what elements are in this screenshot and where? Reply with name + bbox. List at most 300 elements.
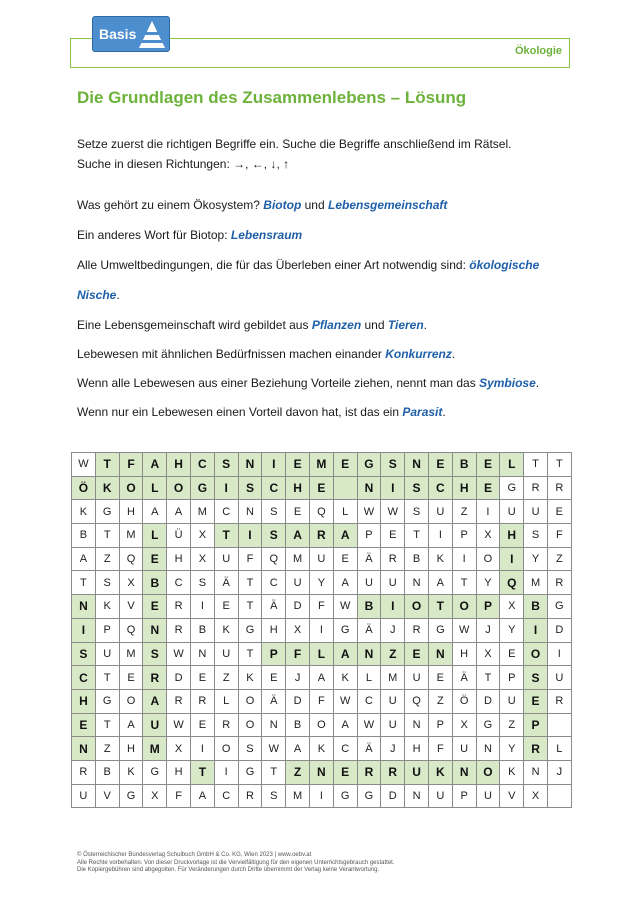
grid-cell: L: [547, 737, 571, 761]
grid-cell: G: [357, 453, 381, 477]
grid-cell: K: [214, 618, 238, 642]
grid-cell: H: [452, 642, 476, 666]
grid-cell: J: [286, 666, 310, 690]
grid-cell: Z: [381, 642, 405, 666]
grid-cell: N: [405, 571, 429, 595]
grid-row: [72, 737, 572, 761]
grid-cell: K: [428, 547, 452, 571]
grid-cell: D: [476, 689, 500, 713]
grid-cell: E: [119, 666, 143, 690]
question-6: [77, 376, 539, 390]
footer: [77, 852, 395, 875]
question-3-continued: [77, 288, 120, 302]
answer: Tieren: [387, 318, 424, 332]
grid-cell: E: [143, 547, 167, 571]
grid-cell: U: [428, 500, 452, 524]
grid-cell: K: [500, 760, 524, 784]
grid-cell: T: [262, 760, 286, 784]
grid-cell: T: [95, 453, 119, 477]
grid-cell: I: [428, 524, 452, 548]
grid-cell: G: [357, 784, 381, 808]
grid-cell: G: [238, 760, 262, 784]
grid-cell: X: [476, 642, 500, 666]
grid-row: [72, 642, 572, 666]
grid-cell: K: [333, 666, 357, 690]
grid-cell: C: [167, 571, 191, 595]
grid-cell: [547, 784, 571, 808]
grid-cell: J: [381, 618, 405, 642]
grid-cell: E: [500, 642, 524, 666]
grid-cell: N: [452, 760, 476, 784]
grid-cell: T: [95, 524, 119, 548]
grid-cell: H: [119, 737, 143, 761]
grid-cell: U: [524, 500, 548, 524]
answer: ökologische: [469, 258, 540, 272]
grid-cell: X: [500, 595, 524, 619]
grid-cell: G: [500, 476, 524, 500]
grid-cell: F: [428, 737, 452, 761]
grid-cell: U: [381, 571, 405, 595]
grid-cell: W: [381, 500, 405, 524]
grid-cell: S: [405, 500, 429, 524]
grid-cell: Q: [309, 500, 333, 524]
grid-cell: K: [238, 666, 262, 690]
grid-cell: H: [167, 760, 191, 784]
grid-cell: E: [333, 453, 357, 477]
grid-cell: Z: [428, 689, 452, 713]
grid-cell: L: [214, 689, 238, 713]
grid-cell: U: [500, 689, 524, 713]
grid-cell: P: [500, 666, 524, 690]
grid-cell: S: [262, 500, 286, 524]
grid-cell: K: [95, 476, 119, 500]
question-4: [77, 318, 427, 332]
grid-cell: C: [357, 689, 381, 713]
grid-cell: N: [143, 618, 167, 642]
answer: Symbiose: [479, 376, 536, 390]
grid-cell: U: [452, 737, 476, 761]
grid-cell: I: [190, 595, 214, 619]
page-title: Die Grundlagen des Zusammenlebens – Lösung: [77, 88, 467, 107]
grid-cell: F: [309, 689, 333, 713]
question-2: [77, 228, 302, 242]
grid-cell: C: [214, 500, 238, 524]
grid-cell: Q: [500, 571, 524, 595]
grid-cell: R: [547, 689, 571, 713]
grid-cell: G: [547, 595, 571, 619]
question-3: [77, 258, 539, 272]
grid-cell: R: [167, 618, 191, 642]
grid-cell: K: [95, 595, 119, 619]
grid-cell: H: [500, 524, 524, 548]
grid-cell: Z: [95, 547, 119, 571]
answer: Lebensgemeinschaft: [328, 198, 448, 212]
grid-row: [72, 500, 572, 524]
grid-cell: T: [547, 453, 571, 477]
grid-cell: A: [286, 524, 310, 548]
grid-cell: W: [333, 595, 357, 619]
grid-cell: D: [286, 595, 310, 619]
grid-cell: Q: [119, 618, 143, 642]
grid-cell: I: [381, 476, 405, 500]
grid-cell: Y: [309, 571, 333, 595]
grid-cell: C: [262, 571, 286, 595]
grid-cell: Ö: [452, 689, 476, 713]
grid-cell: T: [238, 642, 262, 666]
grid-cell: M: [119, 642, 143, 666]
grid-cell: E: [405, 642, 429, 666]
grid-cell: B: [143, 571, 167, 595]
grid-cell: A: [333, 713, 357, 737]
grid-cell: A: [333, 642, 357, 666]
grid-cell: U: [381, 713, 405, 737]
grid-cell: I: [524, 618, 548, 642]
grid-cell: Ü: [167, 524, 191, 548]
grid-cell: R: [547, 476, 571, 500]
grid-cell: O: [524, 642, 548, 666]
footer-line: © Österreichischer Bundesverlag Schulbuch GmbH & Co. KG, Wien 2023 | www.oebv.at: [77, 852, 312, 858]
grid-cell: I: [309, 784, 333, 808]
question-text: Eine Lebensgemeinschaft wird gebildet aus: [77, 318, 312, 332]
question-text: Was gehört zu einem Ökosystem?: [77, 198, 264, 212]
grid-cell: N: [476, 737, 500, 761]
grid-cell: R: [405, 618, 429, 642]
basis-logo: [92, 16, 170, 52]
grid-cell: F: [286, 642, 310, 666]
footer-line: Die Kopiergebühren sind abgegolten. Für Veränderungen durch Dritte übernimmt der Verlag keine Verantwortung.: [77, 867, 380, 873]
grid-cell: Ä: [357, 737, 381, 761]
grid-row: [72, 595, 572, 619]
grid-cell: O: [309, 713, 333, 737]
grid-cell: L: [357, 666, 381, 690]
grid-cell: A: [309, 666, 333, 690]
grid-cell: B: [190, 618, 214, 642]
grid-cell: I: [547, 642, 571, 666]
question-text: Ein anderes Wort für Biotop:: [77, 228, 231, 242]
grid-cell: T: [95, 713, 119, 737]
grid-cell: M: [309, 453, 333, 477]
grid-cell: S: [143, 642, 167, 666]
grid-cell: E: [428, 453, 452, 477]
grid-cell: R: [524, 737, 548, 761]
grid-cell: S: [262, 524, 286, 548]
grid-cell: S: [405, 476, 429, 500]
grid-cell: U: [405, 666, 429, 690]
grid-cell: Y: [500, 737, 524, 761]
grid-cell: W: [167, 642, 191, 666]
grid-cell: W: [357, 713, 381, 737]
grid-cell: U: [357, 571, 381, 595]
grid-cell: L: [500, 453, 524, 477]
grid-cell: A: [333, 571, 357, 595]
grid-cell: W: [452, 618, 476, 642]
grid-cell: R: [167, 689, 191, 713]
answer: Parasit: [402, 405, 443, 419]
grid-cell: Z: [95, 737, 119, 761]
grid-cell: O: [214, 737, 238, 761]
grid-cell: N: [428, 642, 452, 666]
grid-cell: U: [476, 784, 500, 808]
grid-cell: R: [167, 595, 191, 619]
grid-cell: X: [190, 547, 214, 571]
grid-cell: Z: [452, 500, 476, 524]
grid-cell: B: [452, 453, 476, 477]
question-text: .: [451, 347, 456, 361]
grid-cell: I: [262, 453, 286, 477]
grid-cell: B: [357, 595, 381, 619]
grid-cell: A: [143, 453, 167, 477]
grid-cell: G: [119, 784, 143, 808]
logo-text: Basis: [99, 26, 137, 42]
grid-cell: X: [452, 713, 476, 737]
grid-cell: G: [190, 476, 214, 500]
answer: Pflanzen: [311, 318, 362, 332]
grid-cell: E: [524, 689, 548, 713]
grid-cell: L: [309, 642, 333, 666]
grid-cell: R: [238, 784, 262, 808]
grid-cell: F: [119, 453, 143, 477]
grid-cell: [547, 713, 571, 737]
grid-cell: F: [167, 784, 191, 808]
grid-cell: I: [381, 595, 405, 619]
grid-cell: Q: [405, 689, 429, 713]
grid-cell: B: [286, 713, 310, 737]
grid-cell: S: [238, 476, 262, 500]
grid-cell: I: [500, 547, 524, 571]
grid-cell: T: [405, 524, 429, 548]
grid-cell: E: [143, 595, 167, 619]
question-5: [77, 347, 455, 361]
grid-cell: K: [428, 760, 452, 784]
grid-cell: G: [143, 760, 167, 784]
grid-cell: A: [190, 784, 214, 808]
grid-cell: J: [547, 760, 571, 784]
grid-cell: T: [476, 666, 500, 690]
grid-cell: M: [286, 547, 310, 571]
question-text: .: [423, 318, 428, 332]
grid-cell: V: [95, 784, 119, 808]
grid-cell: O: [238, 689, 262, 713]
grid-row: [72, 571, 572, 595]
grid-cell: O: [476, 760, 500, 784]
grid-cell: E: [309, 476, 333, 500]
grid-cell: I: [190, 737, 214, 761]
grid-cell: S: [72, 642, 96, 666]
grid-cell: N: [238, 453, 262, 477]
grid-cell: R: [309, 524, 333, 548]
grid-cell: E: [262, 666, 286, 690]
question-text: .: [442, 405, 446, 419]
answer: Konkurrenz: [385, 347, 452, 361]
grid-cell: C: [214, 784, 238, 808]
grid-cell: G: [95, 500, 119, 524]
grid-cell: O: [452, 595, 476, 619]
grid-cell: N: [357, 476, 381, 500]
footer-line: Alle Rechte vorbehalten. Von dieser Druckvorlage ist die Vervielfältigung für den eigenen Unterrichtsgebrauch gestattet.: [77, 859, 395, 866]
grid-cell: U: [286, 571, 310, 595]
grid-cell: R: [547, 571, 571, 595]
grid-cell: D: [286, 689, 310, 713]
grid-cell: R: [143, 666, 167, 690]
grid-cell: T: [428, 595, 452, 619]
grid-cell: E: [428, 666, 452, 690]
grid-cell: M: [286, 784, 310, 808]
grid-cell: T: [190, 760, 214, 784]
grid-cell: H: [452, 476, 476, 500]
grid-cell: A: [428, 571, 452, 595]
question-text: Wenn nur ein Lebewesen einen Vorteil davon hat, ist das ein: [77, 405, 403, 419]
grid-cell: E: [190, 666, 214, 690]
grid-cell: W: [167, 713, 191, 737]
grid-cell: P: [524, 713, 548, 737]
grid-cell: N: [524, 760, 548, 784]
grid-cell: X: [476, 524, 500, 548]
grid-cell: T: [214, 524, 238, 548]
grid-cell: W: [262, 737, 286, 761]
grid-cell: X: [167, 737, 191, 761]
grid-cell: R: [381, 760, 405, 784]
grid-cell: W: [357, 500, 381, 524]
grid-cell: M: [381, 666, 405, 690]
grid-cell: P: [452, 784, 476, 808]
grid-cell: Ä: [452, 666, 476, 690]
grid-cell: D: [547, 618, 571, 642]
grid-cell: Z: [500, 713, 524, 737]
question-text: Alle Umweltbedingungen, die für das Überleben einer Art notwendig sind:: [77, 258, 470, 272]
grid-cell: N: [190, 642, 214, 666]
grid-cell: E: [381, 524, 405, 548]
grid-cell: A: [167, 500, 191, 524]
grid-cell: D: [381, 784, 405, 808]
grid-cell: T: [524, 453, 548, 477]
grid-cell: P: [357, 524, 381, 548]
grid-cell: U: [214, 642, 238, 666]
grid-cell: V: [119, 595, 143, 619]
intro-line-1: Setze zuerst die richtigen Begriffe ein. Suche die Begriffe anschließend im Rätsel.: [77, 137, 512, 151]
grid-cell: I: [214, 476, 238, 500]
grid-row: [72, 453, 572, 477]
grid-cell: B: [405, 547, 429, 571]
grid-cell: T: [238, 595, 262, 619]
grid-cell: U: [547, 666, 571, 690]
grid-cell: A: [72, 547, 96, 571]
grid-cell: T: [95, 666, 119, 690]
answer: Biotop: [263, 198, 302, 212]
grid-cell: G: [238, 618, 262, 642]
grid-cell: C: [72, 666, 96, 690]
grid-cell: H: [405, 737, 429, 761]
grid-cell: N: [72, 737, 96, 761]
grid-cell: U: [428, 784, 452, 808]
grid-cell: Ä: [262, 595, 286, 619]
grid-cell: O: [119, 689, 143, 713]
grid-cell: T: [452, 571, 476, 595]
grid-cell: I: [238, 524, 262, 548]
grid-cell: P: [452, 524, 476, 548]
grid-cell: S: [381, 453, 405, 477]
grid-row: [72, 476, 572, 500]
grid-cell: O: [238, 713, 262, 737]
grid-cell: N: [405, 784, 429, 808]
grid-cell: X: [524, 784, 548, 808]
question-text: .: [535, 376, 540, 390]
grid-cell: S: [214, 453, 238, 477]
grid-cell: C: [190, 453, 214, 477]
grid-cell: L: [143, 524, 167, 548]
question-text: .: [116, 288, 120, 302]
grid-cell: E: [333, 760, 357, 784]
grid-cell: S: [190, 571, 214, 595]
question-text: und: [361, 318, 388, 332]
grid-cell: Ä: [214, 571, 238, 595]
grid-cell: U: [381, 689, 405, 713]
grid-row: [72, 547, 572, 571]
grid-row: [72, 666, 572, 690]
grid-cell: Ä: [262, 689, 286, 713]
grid-cell: Q: [262, 547, 286, 571]
grid-cell: G: [333, 784, 357, 808]
grid-cell: O: [119, 476, 143, 500]
grid-cell: Ä: [357, 618, 381, 642]
word-search-grid: [71, 452, 572, 808]
grid-cell: A: [333, 524, 357, 548]
grid-cell: A: [143, 500, 167, 524]
question-text: und: [301, 198, 328, 212]
grid-cell: M: [190, 500, 214, 524]
question-1: [77, 198, 447, 212]
grid-cell: N: [238, 500, 262, 524]
grid-cell: Q: [119, 547, 143, 571]
grid-cell: A: [286, 737, 310, 761]
grid-cell: H: [72, 689, 96, 713]
grid-cell: I: [214, 760, 238, 784]
grid-cell: P: [262, 642, 286, 666]
grid-cell: G: [95, 689, 119, 713]
grid-cell: C: [262, 476, 286, 500]
grid-cell: S: [238, 737, 262, 761]
grid-cell: U: [309, 547, 333, 571]
grid-cell: J: [381, 737, 405, 761]
question-text: Lebewesen mit ähnlichen Bedürfnissen machen einander: [77, 347, 386, 361]
grid-cell: O: [405, 595, 429, 619]
grid-cell: E: [547, 500, 571, 524]
grid-cell: U: [500, 500, 524, 524]
grid-cell: A: [143, 689, 167, 713]
answer: Lebensraum: [230, 228, 303, 242]
question-text: Wenn alle Lebewesen aus einer Beziehung Vorteile ziehen, nennt man das: [77, 376, 480, 390]
grid-row: [72, 784, 572, 808]
grid-cell: U: [143, 713, 167, 737]
grid-cell: I: [72, 618, 96, 642]
grid-cell: E: [286, 500, 310, 524]
grid-cell: B: [524, 595, 548, 619]
grid-cell: V: [500, 784, 524, 808]
grid-cell: G: [333, 618, 357, 642]
grid-cell: F: [238, 547, 262, 571]
grid-cell: G: [428, 618, 452, 642]
grid-cell: E: [286, 453, 310, 477]
grid-cell: N: [72, 595, 96, 619]
question-7: [77, 405, 446, 419]
grid-cell: W: [72, 453, 96, 477]
grid-row: [72, 524, 572, 548]
grid-cell: M: [119, 524, 143, 548]
grid-cell: Ö: [72, 476, 96, 500]
grid-cell: X: [119, 571, 143, 595]
grid-cell: N: [405, 453, 429, 477]
grid-cell: N: [262, 713, 286, 737]
grid-cell: H: [262, 618, 286, 642]
